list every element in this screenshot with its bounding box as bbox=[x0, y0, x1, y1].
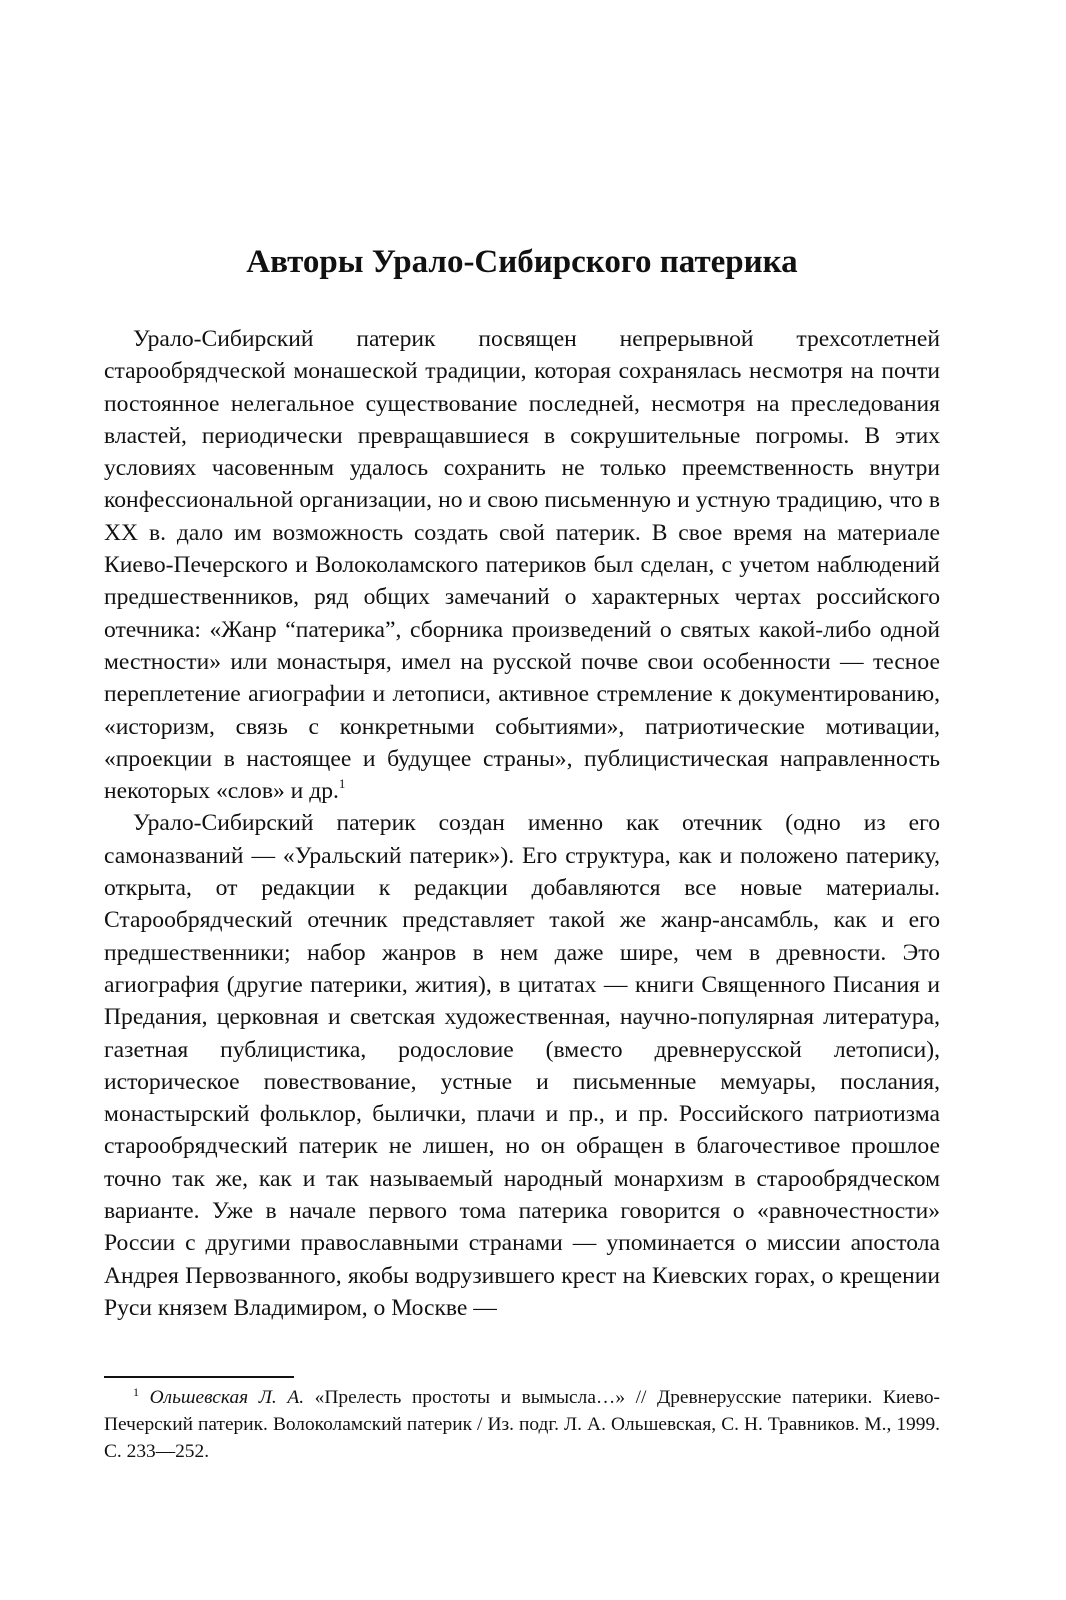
footnote-text: «Прелесть простоты и вымысла…» // Древнерусские патерики. Киево-Печерский патерик. Волоколамский патерик / Из. подг. Л. А. Ольшевская, С. Н. Травников. М., 1999. С. 233—252. bbox=[104, 1387, 940, 1462]
footnote-reference[interactable]: 1 bbox=[338, 776, 346, 792]
footnote-author: Ольшевская Л. А. bbox=[149, 1387, 305, 1408]
paragraph-1-text: Урало-Сибирский патерик посвящен непрерывной трехсотлетней старообрядческой монашеской традиции, которая сохранялась несмотря на почти постоянное нелегальное существование последней, несмотря на преследования властей, периодически превращавшиеся в сокрушительные погромы. В этих условиях часовенным удалось сохранить не только преемственность внутри конфессиональной организации, но и свою письменную и устную традицию, что в XX в. дало им возможность создать свой патерик. В свое время на материале Киево-Печерского и Волоколамского патериков был сделан, с учетом наблюдений предшественников, ряд общих замечаний о характерных чертах российского отечника: «Жанр “патерика”, сборника произведений о святых какой-либо одной местности» или монастыря, имел на русской почве свои особенности — тесное переплетение агиографии и летописи, активное стремление к документированию, «историзм, связь с конкретными событиями», патриотические мотивации, «проекции в настоящее и будущее страны», публицистическая направленность некоторых «слов» и др. bbox=[104, 326, 940, 805]
footnote bbox=[104, 1384, 940, 1465]
document-page bbox=[104, 0, 940, 1600]
footnote-number: 1 bbox=[133, 1385, 139, 1399]
paragraph-2 bbox=[104, 807, 940, 1324]
body-text bbox=[104, 323, 940, 1324]
page-title: Авторы Урало-Сибирского патерика bbox=[246, 244, 798, 280]
paragraph-1 bbox=[104, 323, 940, 807]
paragraph-2-text: Урало-Сибирский патерик создан именно как отечник (одно из его самоназваний — «Уральский патерик»). Его структура, как и положено патерику, открыта, от редакции к редакции добавляются все новые материалы. Старообрядческий отечник представляет такой же жанр-ансамбль, как и его предшественники; набор жанров в нем даже шире, чем в древности. Это агиография (другие патерики, жития), в цитатах — книги Священного Писания и Предания, церковная и светская художественная, научно-популярная литература, газетная публицистика, родословие (вместо древнерусской летописи), историческое повествование, устные и письменные мемуары, послания, монастырский фольклор, былички, плачи и пр., и пр. Российского патриотизма старообрядческий патерик не лишен, но он обращен в благочестивое прошлое точно так же, как и так называемый народный монархизм в старообрядческом варианте. Уже в начале первого тома патерика говорится о «равночестности» России с другими православными странами — упоминается о миссии апостола Андрея Первозванного, якобы водрузившего крест на Киевских горах, о крещении Руси князем Владимиром, о Москве — bbox=[104, 810, 940, 1321]
footnote-divider bbox=[104, 1376, 294, 1378]
